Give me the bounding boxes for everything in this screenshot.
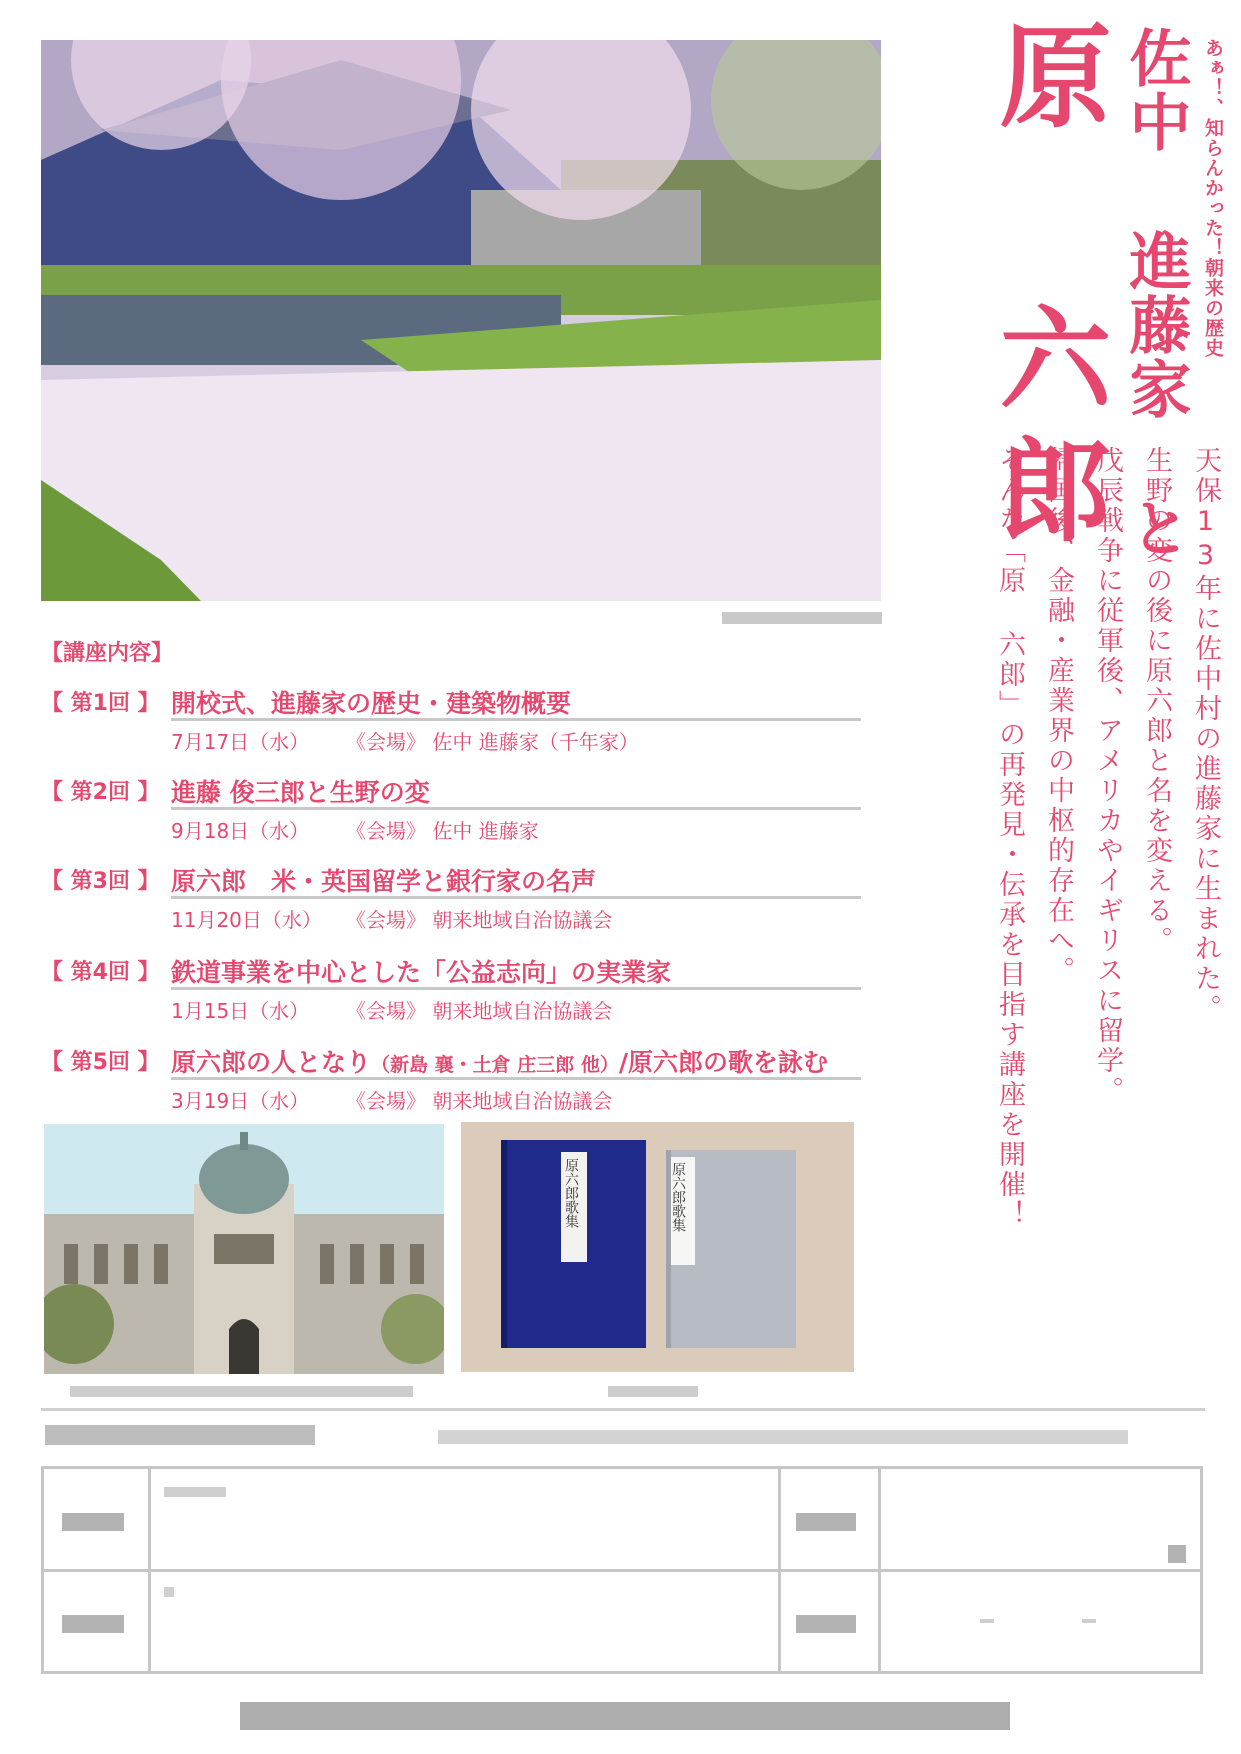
session-date: 9月18日（水） xyxy=(171,819,310,843)
session-topic-sub: （新島 襄・土倉 庄三郎 他） xyxy=(371,1054,619,1076)
book-label-left: 原六郎歌集 xyxy=(563,1158,579,1228)
session-rule xyxy=(171,896,861,899)
session-topic-tail: /原六郎の歌を詠む xyxy=(618,1048,829,1077)
session-venue: 《会場》 佐中 進藤家 xyxy=(346,819,539,843)
session-venue: 《会場》 朝来地域自治協議会 xyxy=(346,1089,613,1113)
application-note xyxy=(438,1430,1128,1444)
headline-title-line1: 佐中 進藤家 と xyxy=(1119,26,1192,560)
photo-bank-building xyxy=(44,1124,444,1374)
session-rule xyxy=(171,807,861,810)
caption-bank-photo xyxy=(70,1386,413,1397)
form-label-phone xyxy=(796,1615,856,1633)
form-col-divider xyxy=(878,1469,881,1671)
session-topic: 鉄道事業を中心とした「公益志向」の実業家 xyxy=(171,958,672,987)
form-label-address xyxy=(62,1615,124,1633)
intro-line-5: そんな「原 六郎」の再発見・伝承を目指す講座を開催！ xyxy=(994,446,1025,1230)
session-label: 【 第1回 】 xyxy=(41,691,160,716)
session-topic: 進藤 俊三郎と生野の変 xyxy=(171,778,430,807)
session-rule xyxy=(171,1077,861,1080)
session-topic: 原六郎 米・英国留学と銀行家の名声 xyxy=(171,867,597,896)
headline-kicker: あぁ！、知らんかった！朝来の歴史 xyxy=(1202,38,1224,358)
session-label: 【 第4回 】 xyxy=(41,960,160,985)
form-col-divider xyxy=(148,1469,151,1671)
section-divider xyxy=(41,1408,1205,1411)
session-date: 3月19日（水） xyxy=(171,1089,310,1113)
session-label: 【 第3回 】 xyxy=(41,869,160,894)
hero-photo-credit xyxy=(722,612,882,624)
hero-photo-cherry-blossom-house xyxy=(41,40,881,601)
intro-line-1: 天保13年に佐中村の進藤家に生まれた。 xyxy=(1190,446,1221,1024)
photo-poetry-books xyxy=(461,1122,854,1372)
address-field[interactable] xyxy=(158,1581,770,1667)
session-topic: 開校式、進藤家の歴史・建築物概要 xyxy=(171,689,572,718)
intro-line-3: 戊辰戦争に従軍後、アメリカやイギリスに留学。 xyxy=(1092,446,1123,1106)
intro-line-4: 帰国後、金融・産業界の中枢的存在へ。 xyxy=(1043,446,1074,986)
session-venue: 《会場》 朝来地域自治協議会 xyxy=(346,999,613,1023)
form-label-age xyxy=(796,1513,856,1531)
application-form xyxy=(41,1466,1203,1674)
contact-footer xyxy=(240,1702,1010,1730)
session-date: 11月20日（水） xyxy=(171,908,322,932)
session-rule xyxy=(171,718,861,721)
form-phone-dash xyxy=(980,1619,994,1623)
age-field[interactable] xyxy=(888,1479,1196,1563)
session-venue: 《会場》 佐中 進藤家（千年家） xyxy=(346,730,639,754)
form-phone-dash xyxy=(1082,1619,1096,1623)
session-venue: 《会場》 朝来地域自治協議会 xyxy=(346,908,613,932)
session-topic xyxy=(171,1043,828,1079)
session-date: 1月15日（水） xyxy=(171,999,310,1023)
session-topic-main: 原六郎の人となり xyxy=(171,1048,372,1077)
phone-field[interactable] xyxy=(888,1581,1196,1667)
form-label-name xyxy=(62,1513,124,1531)
book-label-right: 原六郎歌集 xyxy=(670,1162,686,1232)
name-field[interactable] xyxy=(158,1499,770,1561)
application-heading xyxy=(45,1425,315,1445)
form-col-divider xyxy=(778,1469,781,1671)
session-date: 7月17日（水） xyxy=(171,730,310,754)
course-heading: 【講座内容】 xyxy=(41,641,174,666)
caption-book-photo xyxy=(608,1386,698,1397)
session-label: 【 第5回 】 xyxy=(41,1050,160,1075)
intro-line-2: 生野の変の後に原六郎と名を変える。 xyxy=(1141,446,1172,956)
form-label-furigana xyxy=(164,1487,226,1497)
form-row-divider xyxy=(44,1569,1200,1572)
session-label: 【 第2回 】 xyxy=(41,780,160,805)
headline-title-line2: 原 六郎 xyxy=(981,18,1111,564)
session-rule xyxy=(171,987,861,990)
form-age-unit xyxy=(1168,1545,1186,1563)
